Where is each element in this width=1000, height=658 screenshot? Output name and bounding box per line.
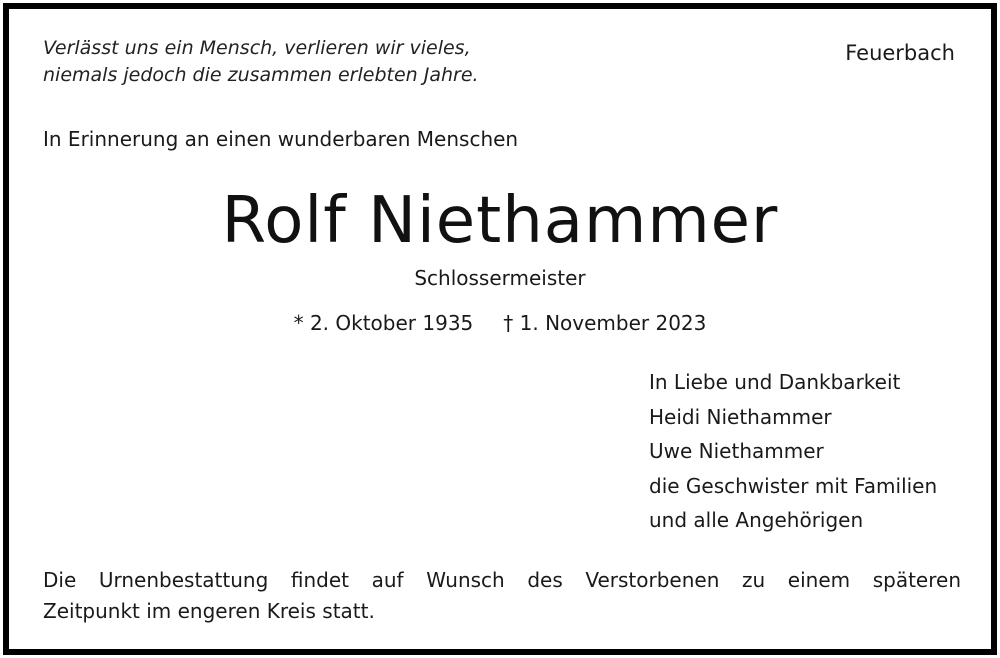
funeral-note	[43, 565, 961, 627]
funeral-note-line-1: Die Urnenbestattung findet auf Wunsch des Verstorbenen zu einem späteren	[43, 568, 961, 592]
obituary-notice	[3, 3, 997, 655]
deceased-profession: Schlossermeister	[414, 266, 586, 290]
mourner-name: die Geschwister mit Familien	[649, 473, 938, 498]
quote-line-2: niemals jedoch die zusammen erlebten Jahre.	[43, 64, 479, 86]
death-date: † 1. November 2023	[503, 311, 707, 335]
memorial-quote	[43, 35, 479, 89]
mourner-name: Uwe Niethammer	[649, 439, 824, 463]
birth-date: * 2. Oktober 1935	[293, 311, 474, 335]
mourners-heading: In Liebe und Dankbarkeit	[649, 370, 901, 394]
life-dates	[9, 309, 991, 337]
funeral-note-line-2: Zeitpunkt im engeren Kreis statt.	[43, 599, 375, 623]
quote-line-1: Verlässt uns ein Mensch, verlieren wir vieles,	[43, 37, 471, 59]
deceased-name: Rolf Niethammer	[221, 184, 779, 258]
intro-text: In Erinnerung an einen wunderbaren Menschen	[43, 127, 519, 151]
mourner-name: Heidi Niethammer	[649, 404, 832, 429]
mourners-list	[649, 365, 937, 538]
location-label: Feuerbach	[845, 41, 955, 65]
mourner-name: und alle Angehörigen	[649, 508, 864, 532]
